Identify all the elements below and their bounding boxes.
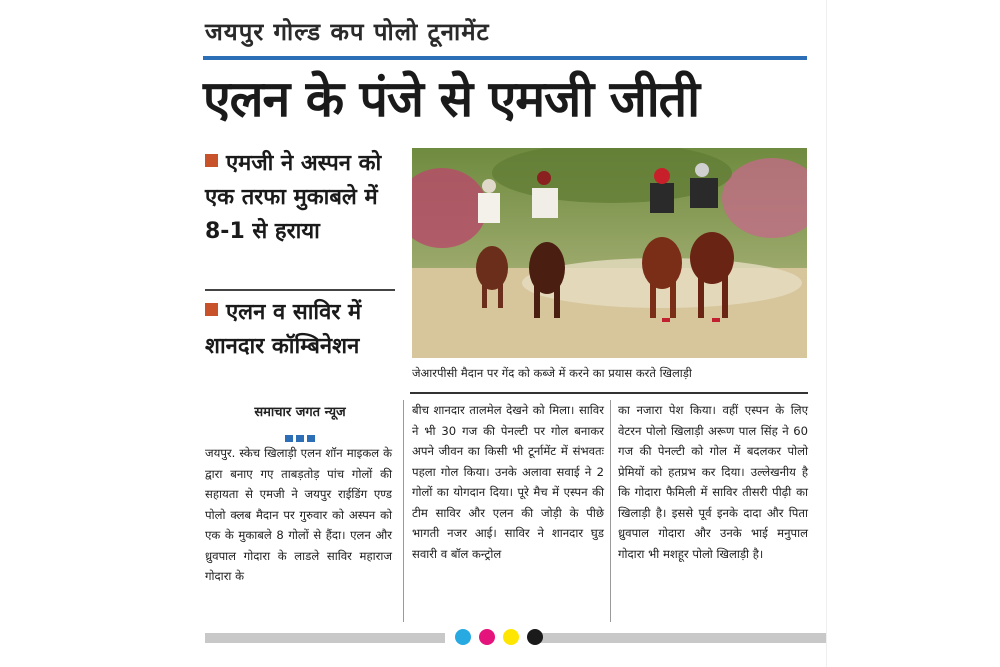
cyan-mark-icon xyxy=(455,629,471,645)
highlight-divider xyxy=(205,289,395,291)
highlight-1-text: एमजी ने अस्पन को एक तरफा मुकाबले में 8-1 से हराया xyxy=(205,151,382,244)
polo-match-photo xyxy=(412,148,807,358)
main-headline: एलन के पंजे से एमजी जीती xyxy=(203,70,700,128)
registration-marks xyxy=(455,629,546,649)
kicker-rule xyxy=(203,56,807,60)
bullet-square-icon xyxy=(205,303,218,316)
byline: समाचार जगत न्यूज xyxy=(254,405,346,420)
magenta-mark-icon xyxy=(479,629,495,645)
highlight-2-text: एलन व साविर में शानदार कॉम्बिनेशन xyxy=(205,300,362,359)
article-column-3: का नजारा पेश किया। वहीं एस्पन के लिए वेटरन पोलो खिलाड़ी अरूण पाल सिंह ने 60 गज की पेनल्टी को गोल में बदलकर पोलो प्रेमियों को हतप्रभ कर दिया। उल्लेखनीय है कि गोदारा फैमिली में साविर तीसरी पीढ़ी का खिलाड़ी है। इससे पूर्व इनके दादा और पिता ध्रुवपाल गोदारा और उनके भाई मनुपाल गोदारा भी मशहूर पोलो खिलाड़ी है। xyxy=(618,403,808,561)
polo-photo-illustration xyxy=(412,148,807,358)
photo-caption: जेआरपीसी मैदान पर गेंद को कब्जे में करने का प्रयास करते खिलाड़ी xyxy=(412,366,692,380)
article-column-1: जयपुर. स्केच खिलाड़ी एलन शॉन माइकल के द्वारा बनाए गए ताबड़तोड़ पांच गोलों की सहायता से एमजी ने जयपुर राईडिंग एण्ड पोलो क्लब मैदान पर गुरुवार को अस्पन को एक के मुकाबले 8 गोलों से हैंदा। एलन और ध्रुवपाल गोदारा के लाडले साविर महाराज गोदारा के xyxy=(205,446,392,583)
page-edge xyxy=(826,0,827,667)
black-mark-icon xyxy=(527,629,543,645)
column-separator xyxy=(403,400,404,622)
column-separator xyxy=(610,400,611,622)
yellow-mark-icon xyxy=(503,629,519,645)
bottom-bar-left xyxy=(205,633,445,643)
kicker-heading: जयपुर गोल्ड कप पोलो टूनामेंट xyxy=(205,18,490,46)
highlight-2 xyxy=(205,296,397,364)
byline-dots xyxy=(285,427,325,435)
bottom-bar-right xyxy=(540,633,827,643)
caption-rule xyxy=(410,392,808,394)
article-column-2: बीच शानदार तालमेल देखने को मिला। साविर ने भी 30 गज की पेनल्टी पर गोल बनाकर अपने जीवन का किसी भी टूर्नामेंट में संभवतः पहला गोल किया। उनके अलावा सवाई ने 2 गोलों का योगदान दिया। पूरे मैच में एस्पन की टीम साविर और एलन की जोड़ी के पीछे भागती नजर आई। साविर ने शानदार घुड सवारी व बॉल कन्ट्रोल xyxy=(412,403,604,561)
highlight-1 xyxy=(205,147,397,249)
bullet-square-icon xyxy=(205,154,218,167)
